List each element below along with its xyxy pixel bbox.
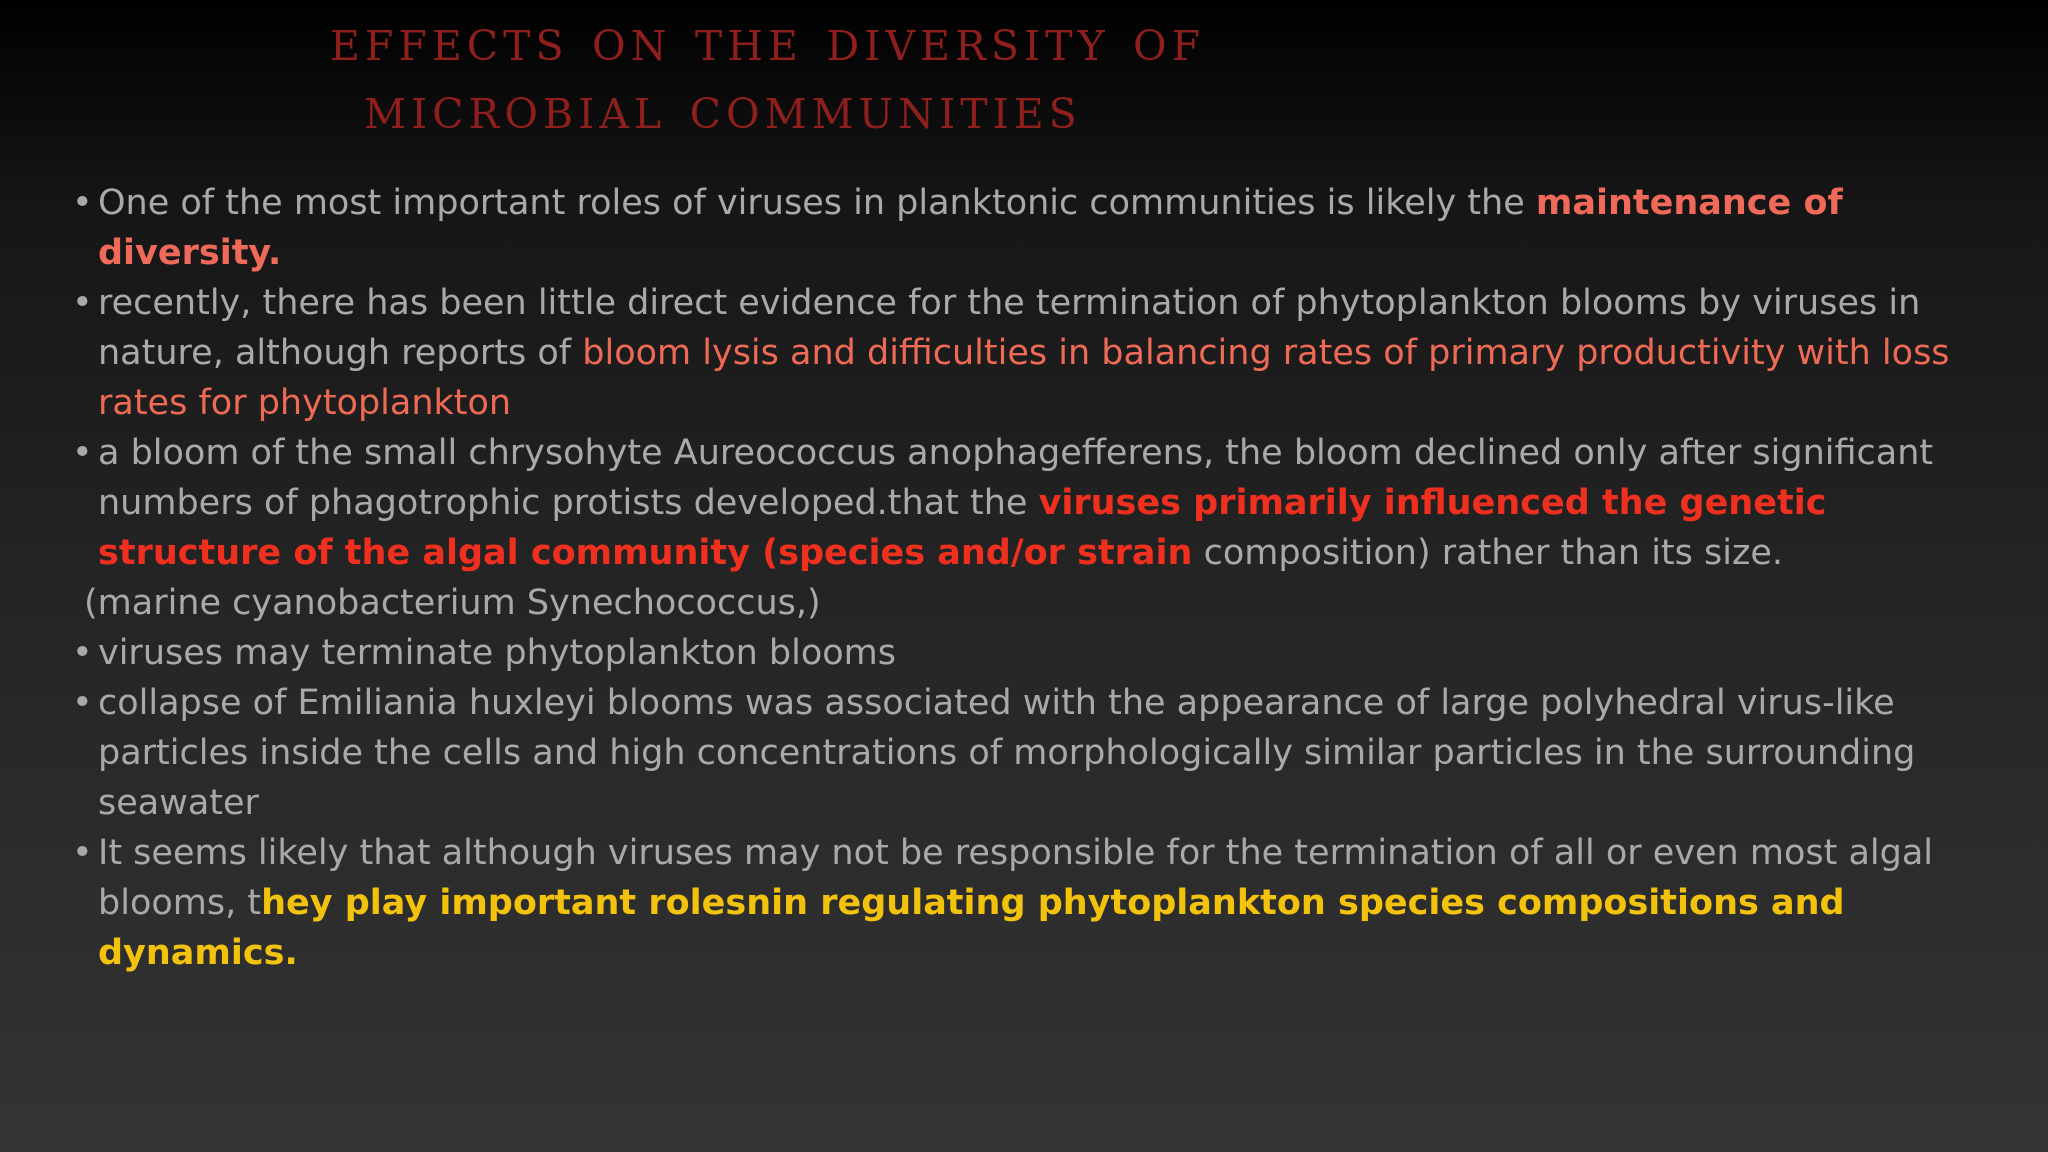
bullet-item-2: [72, 278, 1972, 428]
bullet-3-text-end: composition) rather than its size.: [1192, 533, 1783, 573]
bullet-2-text: recently, there has been little direct evidence for the termination of phytoplankton blooms by viruses in nature, although reports of: [98, 283, 1921, 373]
title-line-1: effects on the diversity of: [330, 6, 1206, 74]
bullet-6-highlight: hey play important rolesnin regulating phytoplankton species compositions and dynamics.: [98, 883, 1845, 973]
species-note: (marine cyanobacterium Synechococcus,): [84, 583, 821, 623]
slide-title: [330, 6, 1730, 142]
bullet-item-5: [72, 678, 1972, 828]
bullet-item-1: [72, 178, 1972, 278]
bullet-4-text: viruses may terminate phytoplankton blooms: [98, 633, 897, 673]
bullet-3-text: a bloom of the small chrysohyte Aureococcus anophagefferens, the bloom declined only after significant numbers of phagotrophic protists developed.that the: [98, 433, 1934, 523]
bullet-3-highlight: viruses primarily influenced the genetic structure of the algal community (species and/or strain: [98, 483, 1827, 573]
bullet-2-highlight: bloom lysis and difficulties in balancing rates of primary productivity with loss rates for phytoplankton: [98, 333, 1950, 423]
bullet-item-6: [72, 828, 1972, 978]
bullet-1-highlight: maintenance of diversity.: [98, 183, 1843, 273]
bullet-1-text: One of the most important roles of viruses in planktonic communities is likely the: [98, 183, 1536, 223]
bullet-5-text: collapse of Emiliania huxleyi blooms was associated with the appearance of large polyhedral virus-like particles inside the cells and high concentrations of morphologically similar particles in the surrounding seawater: [98, 683, 1916, 823]
bullet-item-4: [72, 628, 1972, 678]
title-line-2: microbial communities: [364, 74, 1082, 142]
bullet-item-3: [72, 428, 1972, 578]
bullet-6-text: It seems likely that although viruses may not be responsible for the termination of all or even most algal blooms, t: [98, 833, 1934, 923]
bullet-list: [72, 178, 1972, 978]
